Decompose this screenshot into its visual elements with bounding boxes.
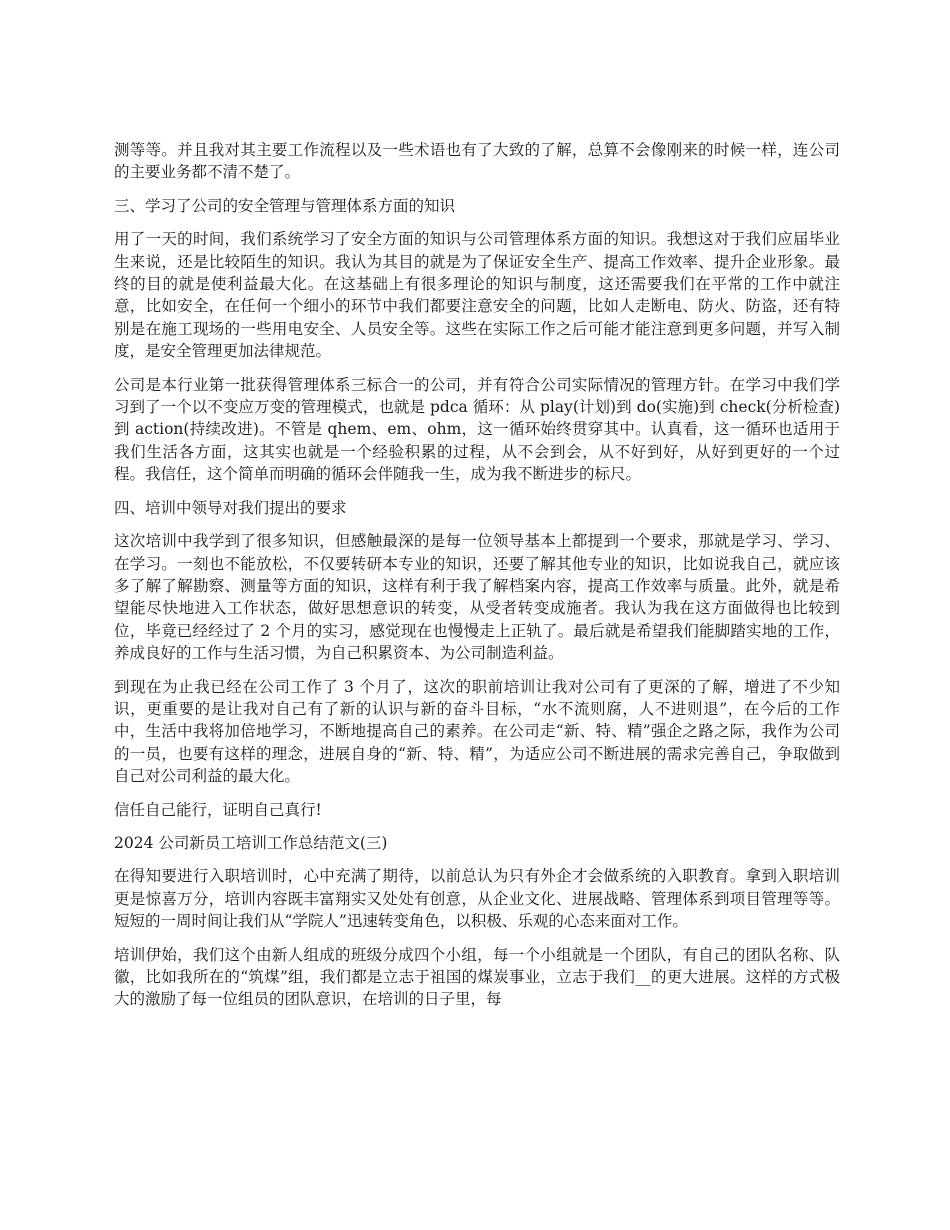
- paragraph-pdca-cycle: 公司是本行业第一批获得管理体系三标合一的公司，并有符合公司实际情况的管理方针。在学习中我们学习到了一个以不变应万变的管理模式，也就是 pdca 循环：从 play(计划)到 do(实施)到 check(分析检查)到 action(持续改进)。不管是 qhem、em、ohm，这一循环始终贯穿其中。认真看，这一循环也适用于我们生活各方面，这其实也就是一个经验积累的过程，从不会到会，从不好到好，从好到更好的一个过程。我信任，这个简单而明确的循环会伴随我一生，成为我不断进步的标尺。: [114, 375, 840, 484]
- paragraph-continuation: 测等等。并且我对其主要工作流程以及一些术语也有了大致的了解，总算不会像刚来的时候一样，连公司的主要业务都不清不楚了。: [114, 141, 840, 182]
- paragraph-team-groups: 培训伊始，我们这个由新人组成的班级分成四个小组，每一个小组就是一个团队，有自己的团队名称、队徽，比如我所在的“筑煤”组，我们都是立志于祖国的煤炭事业，立志于我们__的更大进展。这样的方式极大的激励了每一位组员的团队意识，在培训的日子里，每: [114, 945, 840, 1009]
- paragraph-three-months: 到现在为止我已经在公司工作了 3 个月了，这次的职前培训让我对公司有了更深的了解，增进了不少知识，更重要的是让我对自己有了新的认识与新的奋斗目标，“水不流则腐，人不进则退”，在今后的工作中，生活中我将加倍地学习，不断地提高自己的素养。在公司走“新、特、精”强企之路之际，我作为公司的一员，也要有这样的理念，进展自身的“新、特、精”，为适应公司不断进展的需求完善自己，争取做到自己对公司利益的最大化。: [114, 677, 840, 786]
- document-body: [114, 139, 840, 1022]
- article-title: 2024 公司新员工培训工作总结范文(三): [114, 833, 388, 852]
- paragraph-safety-management: 用了一天的时间，我们系统学习了安全方面的知识与公司管理体系方面的知识。我想这对于我们应届毕业生来说，还是比较陌生的知识。我认为其目的就是为了保证安全生产、提高工作效率、提升企业形象。最终的目的就是使利益最大化。在这基础上有很多理论的知识与制度，这还需要我们在平常的工作中就注意，比如安全，在任何一个细小的环节中我们都要注意安全的问题，比如人走断电、防火、防盗，还有特别是在施工现场的一些用电安全、人员安全等。这些在实际工作之后可能才能注意到更多问题，并写入制度，是安全管理更加法律规范。: [114, 230, 840, 361]
- paragraph-leadership-requirements: 这次培训中我学到了很多知识，但感触最深的是每一位领导基本上都提到一个要求，那就是学习、学习、在学习。一刻也不能放松，不仅要转研本专业的知识，还要了解其他专业的知识，比如说我自己，就应该多了解了解勘察、测量等方面的知识，这样有利于我了解档案内容，提高工作效率与质量。此外，就是希望能尽快地进入工作状态，做好思想意识的转变，从受者转变成施者。我认为我在这方面做得也比较到位，毕竟已经经过了 2 个月的实习，感觉现在也慢慢走上正轨了。最后就是希望我们能脚踏实地的工作，养成良好的工作与生活习惯，为自己积累资本、为公司制造利益。: [114, 532, 840, 663]
- section-heading-4: 四、培训中领导对我们提出的要求: [114, 498, 347, 517]
- paragraph-onboarding-expectation: 在得知要进行入职培训时，心中充满了期待，以前总认为只有外企才会做系统的入职教育。拿到入职培训更是惊喜万分，培训内容既丰富翔实又处处有创意，从企业文化、进展战略、管理体系到项目管理等等。短短的一周时间让我们从“学院人”迅速转变角色，以积极、乐观的心态来面对工作。: [114, 867, 840, 931]
- paragraph-self-belief: 信任自己能行，证明自己真行!: [114, 800, 322, 819]
- section-heading-3: 三、学习了公司的安全管理与管理体系方面的知识: [114, 196, 456, 215]
